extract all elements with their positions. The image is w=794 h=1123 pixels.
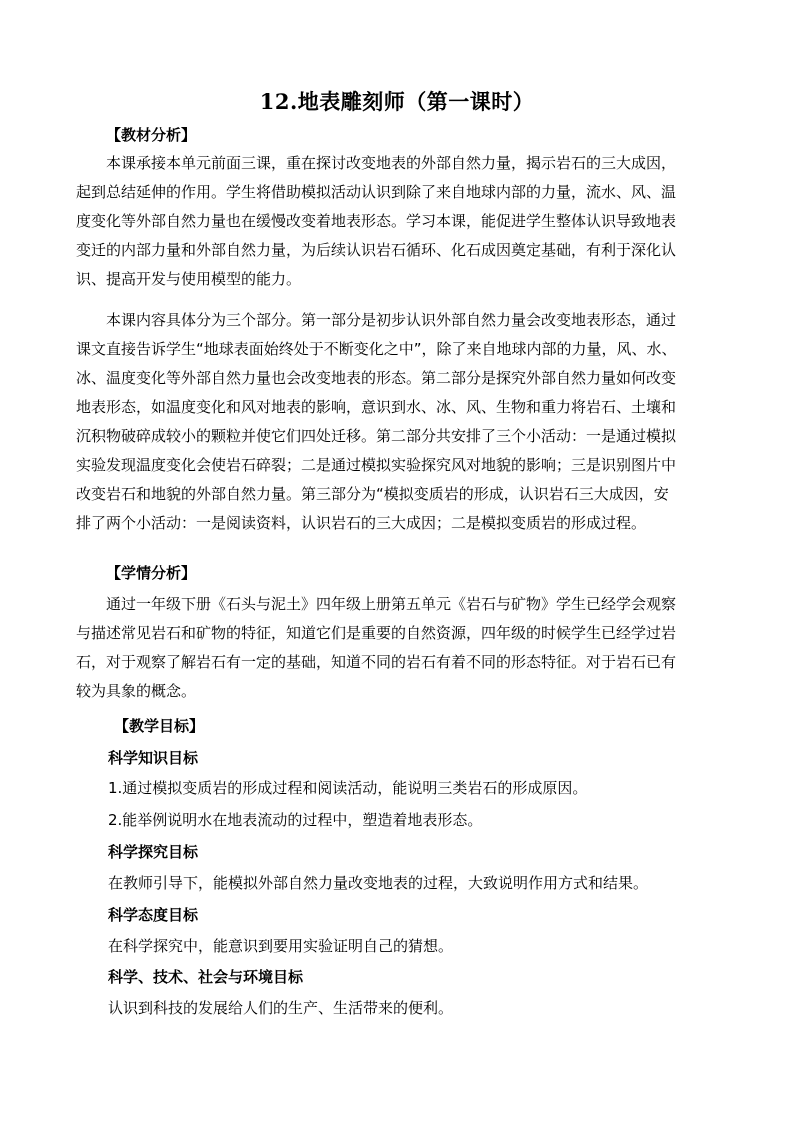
text-line: 实验发现温度变化会使岩石碎裂；二是通过模拟实验探究风对地貌的影响；三是识别图片中 <box>76 456 677 474</box>
paragraph-material-analysis-1 <box>76 149 700 294</box>
goal-heading-inquiry: 科学探究目标 <box>108 843 199 861</box>
paragraph-material-analysis-2 <box>76 306 700 538</box>
goal-item-attitude: 在科学探究中，能意识到要用实验证明自己的猜想。 <box>108 937 454 955</box>
text-line: 度变化等外部自然力量也在缓慢改变着地表形态。学习本课，能促进学生整体认识导致地表 <box>76 212 677 230</box>
section-heading-learner-analysis: 【学情分析】 <box>106 564 197 582</box>
text-line: 地表形态，如温度变化和风对地表的影响，意识到水、冰、风、生物和重力将岩石、土壤和 <box>76 398 677 416</box>
text-line: 较为具象的概念。 <box>76 682 197 700</box>
text-line: 排了两个小活动：一是阅读资料，认识岩石的三大成因；二是模拟变质岩的形成过程。 <box>76 514 647 532</box>
goal-item-knowledge-2: 2.能举例说明水在地表流动的过程中，塑造着地表形态。 <box>108 811 483 829</box>
text-line: 冰、温度变化等外部自然力量也会改变地表的形态。第二部分是探究外部自然力量如何改变 <box>76 369 677 387</box>
text-line: 改变岩石和地貌的外部自然力量。第三部分为“模拟变质岩的形成，认识岩石三大成因，安 <box>76 485 669 503</box>
text-line: 识、提高开发与使用模型的能力。 <box>76 270 302 288</box>
text-line: 与描述常见岩石和矿物的特征，知道它们是重要的自然资源，四年级的时候学生已经学过岩 <box>76 624 677 642</box>
paragraph-learner-analysis <box>76 590 700 706</box>
section-heading-teaching-goals: 【教学目标】 <box>114 717 205 735</box>
text-line: 沉积物破碎成较小的颗粒并使它们四处迁移。第二部分共安排了三个小活动：一是通过模拟 <box>76 427 677 445</box>
text-line: 课文直接告诉学生“地球表面始终处于不断变化之中”，除了来自地球内部的力量，风、水、 <box>76 340 677 358</box>
goal-heading-attitude: 科学态度目标 <box>108 906 199 924</box>
text-line: 变迁的内部力量和外部自然力量，为后续认识岩石循环、化石成因奠定基础，有利于深化认 <box>76 241 677 259</box>
goal-heading-knowledge: 科学知识目标 <box>108 749 199 767</box>
text-line: 通过一年级下册《石头与泥土》四年级上册第五单元《岩石与矿物》学生已经学会观察 <box>106 595 677 613</box>
goal-item-sts: 认识到科技的发展给人们的生产、生活带来的便利。 <box>108 999 454 1017</box>
goal-item-knowledge-1: 1.通过模拟变质岩的形成过程和阅读活动，能说明三类岩石的形成原因。 <box>108 779 588 797</box>
text-line: 起到总结延伸的作用。学生将借助模拟活动认识到除了来自地球内部的力量，流水、风、温 <box>76 183 677 201</box>
text-line: 石，对于观察了解岩石有一定的基础，知道不同的岩石有着不同的形态特征。对于岩石已有 <box>76 653 677 671</box>
section-heading-material-analysis: 【教材分析】 <box>106 126 197 144</box>
goal-item-inquiry: 在教师引导下，能模拟外部自然力量改变地表的过程，大致说明作用方式和结果。 <box>108 874 649 892</box>
text-line: 本课承接本单元前面三课，重在探讨改变地表的外部自然力量，揭示岩石的三大成因， <box>106 154 677 172</box>
page-title: 12.地表雕刻师（第一课时） <box>259 89 535 114</box>
goal-heading-sts: 科学、技术、社会与环境目标 <box>108 968 304 986</box>
text-line: 本课内容具体分为三个部分。第一部分是初步认识外部自然力量会改变地表形态，通过 <box>106 311 677 329</box>
